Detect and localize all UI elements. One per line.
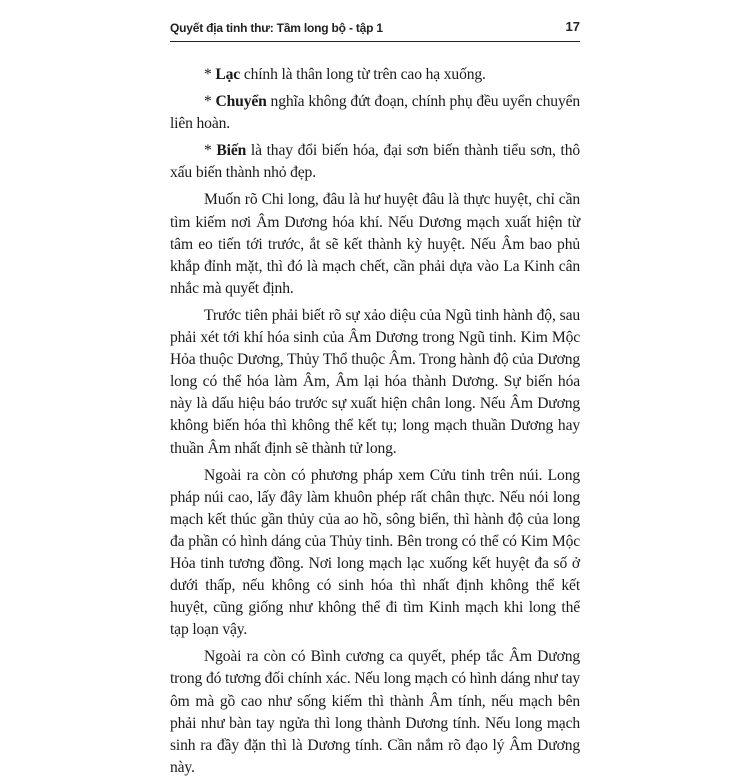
- header-rule: [170, 41, 580, 42]
- book-title: Quyết địa tinh thư: Tầm long bộ - tập 1: [170, 21, 383, 35]
- bullet-text: chính là thân long từ trên cao hạ xuống.: [243, 66, 486, 83]
- paragraph: Muốn rõ Chi long, đâu là hư huyệt đâu là thực huyệt, chỉ cần tìm kiếm nơi Âm Dương hóa khí. Nếu Dương mạch xuất hiện từ tâm eo tiến tới trước, ắt sẽ kết thành kỳ huyệt. Nếu Âm bao phủ khắp đỉnh mặt, thì đó là mạch chết, cần phải dựa vào La Kinh cân nhắc mà quyết định.: [170, 191, 580, 297]
- bullet-chuyen: [170, 91, 580, 135]
- book-page: [170, 0, 581, 776]
- page-body: [170, 64, 580, 784]
- bullet-marker: *: [204, 142, 212, 160]
- paragraph: Ngoài ra còn có phương pháp xem Cửu tinh trên núi. Long pháp núi cao, lấy đây làm khuôn phép rất chân thực. Nếu nói long mạch kết thúc gần thủy của ao hồ, sông biển, thì hành độ của long đa phần có hình dáng của Thủy tinh. Bên trong có thể có Kim Mộc Hỏa tinh tương đồng. Nơi long mạch lạc xuống kết huyệt đa số ở dưới thấp, nếu không có sinh hóa thì nhất định không thể kết huyệt, cũng giống như không thể đi tìm Kinh mạch khi long thể tạp loạn vậy.: [170, 466, 580, 639]
- bullet-term: Chuyển: [215, 93, 267, 111]
- running-header: [170, 18, 580, 40]
- bullet-term: Lạc: [215, 66, 241, 83]
- paragraph: Ngoài ra còn có Bình cương ca quyết, phép tắc Âm Dương trong đó tương đối chính xác. Nếu long mạch có hình dáng như tay ôm mà gồ cao như sống kiếm thì thành Âm tính, nếu mạch bên phải như bàn tay ngửa thì long thành Dương tính. Nếu long mạch sinh ra đầy đặn thì là Dương tính. Cần nắm rõ đạo lý Âm Dương này.: [170, 648, 580, 776]
- bullet-marker: *: [204, 93, 212, 111]
- bullet-text: là thay đổi biến hóa, đại sơn biến thành tiểu sơn, thô xấu biến thành nhỏ đẹp.: [170, 142, 581, 182]
- bullet-text: nghĩa không đứt đoạn, chính phụ đều uyển chuyển liên hoàn.: [170, 93, 581, 133]
- bullet-marker: *: [204, 66, 212, 83]
- page-number: 17: [565, 19, 580, 34]
- bullet-term: Biến: [216, 142, 247, 160]
- paragraph: Trước tiên phải biết rõ sự xảo diệu của Ngũ tinh hành độ, sau phải xét tới khí hóa sinh của Âm Dương trong Ngũ tinh. Kim Mộc Hỏa thuộc Dương, Thủy Thổ thuộc Âm. Trong hành độ của Dương long có thể hóa làm Âm, Âm lại hóa thành Dương. Sự biến hóa này là dấu hiệu báo trước sự xuất hiện chân long. Nếu Âm Dương không biến hóa thì không thể kết tụ; long mạch thuần Dương hay thuần Âm nhất định sẽ thành tử long.: [170, 306, 580, 457]
- bullet-lac: [170, 64, 580, 86]
- bullet-bien: [170, 140, 580, 184]
